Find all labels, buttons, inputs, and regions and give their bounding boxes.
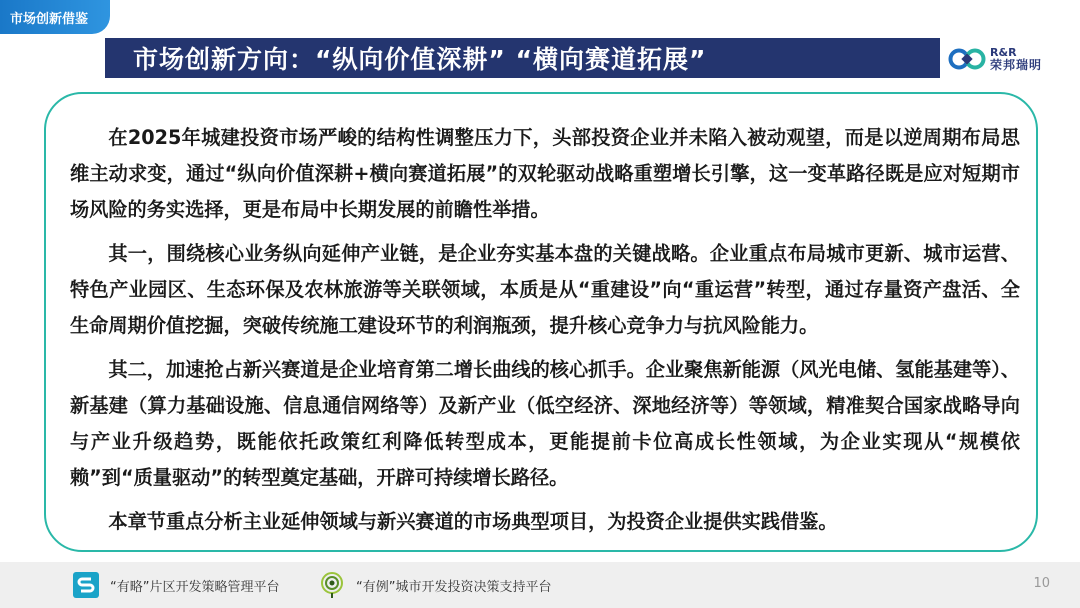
- footer-platform-youli[interactable]: [318, 570, 551, 600]
- footer: [0, 562, 1080, 608]
- page-title: 市场创新方向：“纵向价值深耕” “横向赛道拓展”: [105, 38, 940, 78]
- intro-paragraph: 在2025年城建投资市场严峻的结构性调整压力下，头部投资企业并未陷入被动观望，而是以逆周期布局思维主动求变，通过“纵向价值深耕+横向赛道拓展”的双轮驱动战略重塑增长引擎，这一变革路径既是应对短期市场风险的务实选择，更是布局中长期发展的前瞻性举措。: [70, 126, 1020, 221]
- s-logo-icon: [72, 571, 100, 599]
- page-number: 10: [1033, 576, 1050, 591]
- footer-platform-youli-label: “有例”城市开发投资决策支持平台: [356, 579, 552, 595]
- logo-text-en: R&R: [990, 46, 1017, 59]
- strategy-one-paragraph: 其一，围绕核心业务纵向延伸产业链，是企业夯实基本盘的关键战略。企业重点布局城市更新、城市运营、特色产业园区、生态环保及农林旅游等关联领域，本质是从“重建设”向“重运营”转型，通过存量资产盘活、全生命周期价值挖掘，突破传统施工建设环节的利润瓶颈，提升核心竞争力与抗风险能力。: [70, 242, 1020, 337]
- strategy-two-paragraph: 其二，加速抢占新兴赛道是企业培育第二增长曲线的核心抓手。企业聚焦新能源（风光电储、氢能基建等）、新基建（算力基础设施、信息通信网络等）及新产业（低空经济、深地经济等）等领域，精准契合国家战略导向与产业升级趋势，既能依托政策红利降低转型成本，更能提前卡位高成长性领域，为企业实现从“规模依赖”到“质量驱动”的转型奠定基础，开辟可持续增长路径。: [70, 358, 1020, 489]
- infinity-logo-icon: [948, 44, 986, 74]
- section-tag: 市场创新借鉴: [0, 0, 110, 34]
- footer-platform-youlue-label: “有略”片区开发策略管理平台: [110, 579, 280, 595]
- company-logo: [948, 43, 1068, 75]
- logo-text-cn: 荣邦瑞明: [990, 58, 1043, 72]
- location-pin-icon: [318, 571, 346, 599]
- chapter-summary-paragraph: 本章节重点分析主业延伸领域与新兴赛道的市场典型项目，为投资企业提供实践借鉴。: [108, 510, 838, 533]
- footer-platform-youlue[interactable]: [72, 570, 279, 600]
